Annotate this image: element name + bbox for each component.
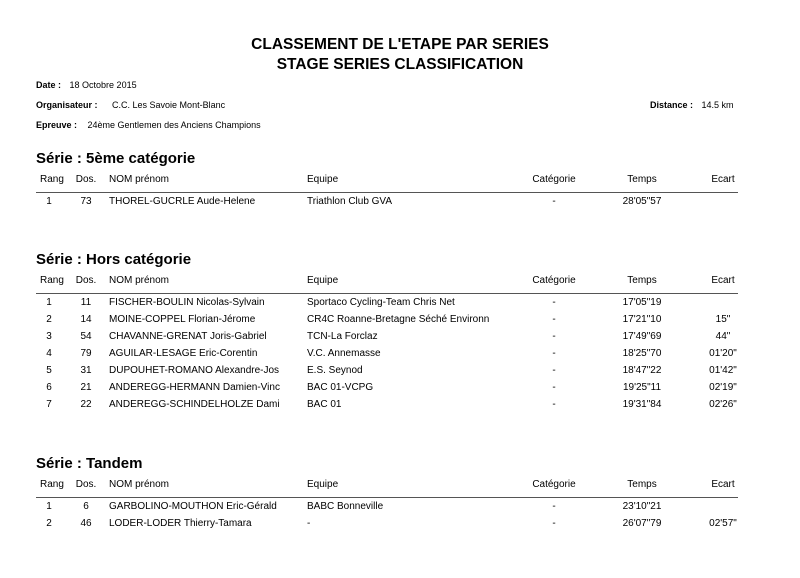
gap-cell: 02'57" bbox=[709, 518, 737, 529]
gap-cell: 01'42" bbox=[709, 365, 737, 376]
rank-cell: 2 bbox=[46, 314, 52, 325]
gap-cell: 44" bbox=[715, 331, 731, 342]
nom-header: NOM prénom bbox=[109, 174, 170, 185]
equipe-header: Equipe bbox=[307, 174, 339, 185]
table-row bbox=[0, 196, 800, 213]
page-title-en: STAGE SERIES CLASSIFICATION bbox=[276, 56, 524, 73]
distance-label: Distance : bbox=[650, 100, 694, 110]
gap-cell: 02'26" bbox=[709, 399, 737, 410]
time-cell: 17'05"19 bbox=[622, 297, 662, 308]
distance-line bbox=[650, 100, 734, 110]
team-cell: BAC 01 bbox=[307, 399, 342, 410]
distance-value: 14.5 km bbox=[701, 100, 734, 110]
name-cell: CHAVANNE-GRENAT Joris-Gabriel bbox=[109, 331, 267, 342]
dos-header: Dos. bbox=[75, 275, 97, 286]
bib-cell: 14 bbox=[80, 314, 92, 325]
date-line bbox=[36, 80, 137, 90]
table-row bbox=[0, 501, 800, 518]
name-cell: AGUILAR-LESAGE Eric-Corentin bbox=[109, 348, 258, 359]
dos-header: Dos. bbox=[75, 479, 97, 490]
categorie-header: Catégorie bbox=[532, 174, 576, 185]
bib-cell: 79 bbox=[80, 348, 92, 359]
table-row bbox=[0, 348, 800, 365]
header-rule bbox=[36, 293, 738, 294]
header-rule bbox=[36, 497, 738, 498]
category-cell: - bbox=[552, 365, 556, 376]
name-cell: FISCHER-BOULIN Nicolas-Sylvain bbox=[109, 297, 265, 308]
name-cell: DUPOUHET-ROMANO Alexandre-Jos bbox=[109, 365, 280, 376]
category-cell: - bbox=[552, 196, 556, 207]
bib-cell: 11 bbox=[80, 297, 92, 308]
rank-cell: 1 bbox=[46, 196, 52, 207]
epreuve-value: 24ème Gentlemen des Anciens Champions bbox=[87, 120, 261, 130]
gap-cell: 15" bbox=[715, 314, 731, 325]
category-cell: - bbox=[552, 314, 556, 325]
table-row bbox=[0, 297, 800, 314]
name-cell: ANDEREGG-SCHINDELHOLZE Dami bbox=[109, 399, 280, 410]
series-title: Série : 5ème catégorie bbox=[36, 150, 196, 167]
table-row bbox=[0, 382, 800, 399]
name-cell: LODER-LODER Thierry-Tamara bbox=[109, 518, 252, 529]
category-cell: - bbox=[552, 297, 556, 308]
epreuve-label: Epreuve : bbox=[36, 120, 78, 130]
time-cell: 28'05"57 bbox=[622, 196, 662, 207]
table-row bbox=[0, 365, 800, 382]
dos-header: Dos. bbox=[75, 174, 97, 185]
date-label: Date : bbox=[36, 80, 62, 90]
equipe-header: Equipe bbox=[307, 275, 339, 286]
team-cell: E.S. Seynod bbox=[307, 365, 363, 376]
time-cell: 18'47"22 bbox=[622, 365, 662, 376]
rang-header: Rang bbox=[40, 174, 64, 185]
organisateur-label: Organisateur : bbox=[36, 100, 98, 110]
table-row bbox=[0, 518, 800, 535]
table-row bbox=[0, 314, 800, 331]
temps-header: Temps bbox=[627, 275, 657, 286]
categorie-header: Catégorie bbox=[532, 275, 576, 286]
bib-cell: 54 bbox=[80, 331, 92, 342]
rank-cell: 2 bbox=[46, 518, 52, 529]
rank-cell: 4 bbox=[46, 348, 52, 359]
rank-cell: 1 bbox=[46, 501, 52, 512]
table-row bbox=[0, 331, 800, 348]
team-cell: BABC Bonneville bbox=[307, 501, 384, 512]
time-cell: 17'49"69 bbox=[622, 331, 662, 342]
team-cell: - bbox=[307, 518, 311, 529]
team-cell: Triathlon Club GVA bbox=[307, 196, 393, 207]
equipe-header: Equipe bbox=[307, 479, 339, 490]
rank-cell: 6 bbox=[46, 382, 52, 393]
page-title-fr: CLASSEMENT DE L'ETAPE PAR SERIES bbox=[251, 36, 549, 53]
ecart-header: Ecart bbox=[711, 275, 735, 286]
rang-header: Rang bbox=[40, 479, 64, 490]
bib-cell: 22 bbox=[80, 399, 92, 410]
name-cell: ANDEREGG-HERMANN Damien-Vinc bbox=[109, 382, 280, 393]
bib-cell: 46 bbox=[80, 518, 92, 529]
category-cell: - bbox=[552, 399, 556, 410]
bib-cell: 31 bbox=[80, 365, 92, 376]
category-cell: - bbox=[552, 331, 556, 342]
category-cell: - bbox=[552, 348, 556, 359]
ecart-header: Ecart bbox=[711, 174, 735, 185]
rang-header: Rang bbox=[40, 275, 64, 286]
time-cell: 26'07"79 bbox=[622, 518, 662, 529]
epreuve-line bbox=[36, 120, 261, 130]
categorie-header: Catégorie bbox=[532, 479, 576, 490]
name-cell: THOREL-GUCRLE Aude-Helene bbox=[109, 196, 256, 207]
gap-cell: 02'19" bbox=[709, 382, 737, 393]
table-header bbox=[0, 479, 800, 496]
time-cell: 18'25"70 bbox=[622, 348, 662, 359]
organisateur-line bbox=[36, 100, 225, 110]
name-cell: GARBOLINO-MOUTHON Eric-Gérald bbox=[109, 501, 277, 512]
name-cell: MOINE-COPPEL Florian-Jérome bbox=[109, 314, 256, 325]
date-value: 18 Octobre 2015 bbox=[69, 80, 137, 90]
rank-cell: 1 bbox=[46, 297, 52, 308]
nom-header: NOM prénom bbox=[109, 275, 170, 286]
team-cell: BAC 01-VCPG bbox=[307, 382, 374, 393]
series-title: Série : Hors catégorie bbox=[36, 251, 192, 268]
bib-cell: 73 bbox=[80, 196, 92, 207]
gap-cell: 01'20" bbox=[709, 348, 737, 359]
nom-header: NOM prénom bbox=[109, 479, 170, 490]
temps-header: Temps bbox=[627, 479, 657, 490]
bib-cell: 21 bbox=[80, 382, 92, 393]
time-cell: 17'21"10 bbox=[622, 314, 662, 325]
team-cell: V.C. Annemasse bbox=[307, 348, 381, 359]
table-row bbox=[0, 399, 800, 416]
category-cell: - bbox=[552, 501, 556, 512]
table-header bbox=[0, 174, 800, 191]
series-title: Série : Tandem bbox=[36, 455, 143, 472]
rank-cell: 7 bbox=[46, 399, 52, 410]
temps-header: Temps bbox=[627, 174, 657, 185]
time-cell: 19'31"84 bbox=[622, 399, 662, 410]
rank-cell: 5 bbox=[46, 365, 52, 376]
ecart-header: Ecart bbox=[711, 479, 735, 490]
bib-cell: 6 bbox=[83, 501, 89, 512]
team-cell: TCN-La Forclaz bbox=[307, 331, 378, 342]
team-cell: Sportaco Cycling-Team Chris Net bbox=[307, 297, 455, 308]
header-rule bbox=[36, 192, 738, 193]
table-header bbox=[0, 275, 800, 292]
category-cell: - bbox=[552, 518, 556, 529]
time-cell: 23'10"21 bbox=[622, 501, 662, 512]
rank-cell: 3 bbox=[46, 331, 52, 342]
team-cell: CR4C Roanne-Bretagne Séché Environn bbox=[307, 314, 490, 325]
organisateur-value: C.C. Les Savoie Mont-Blanc bbox=[112, 100, 226, 110]
time-cell: 19'25"11 bbox=[622, 382, 662, 393]
category-cell: - bbox=[552, 382, 556, 393]
